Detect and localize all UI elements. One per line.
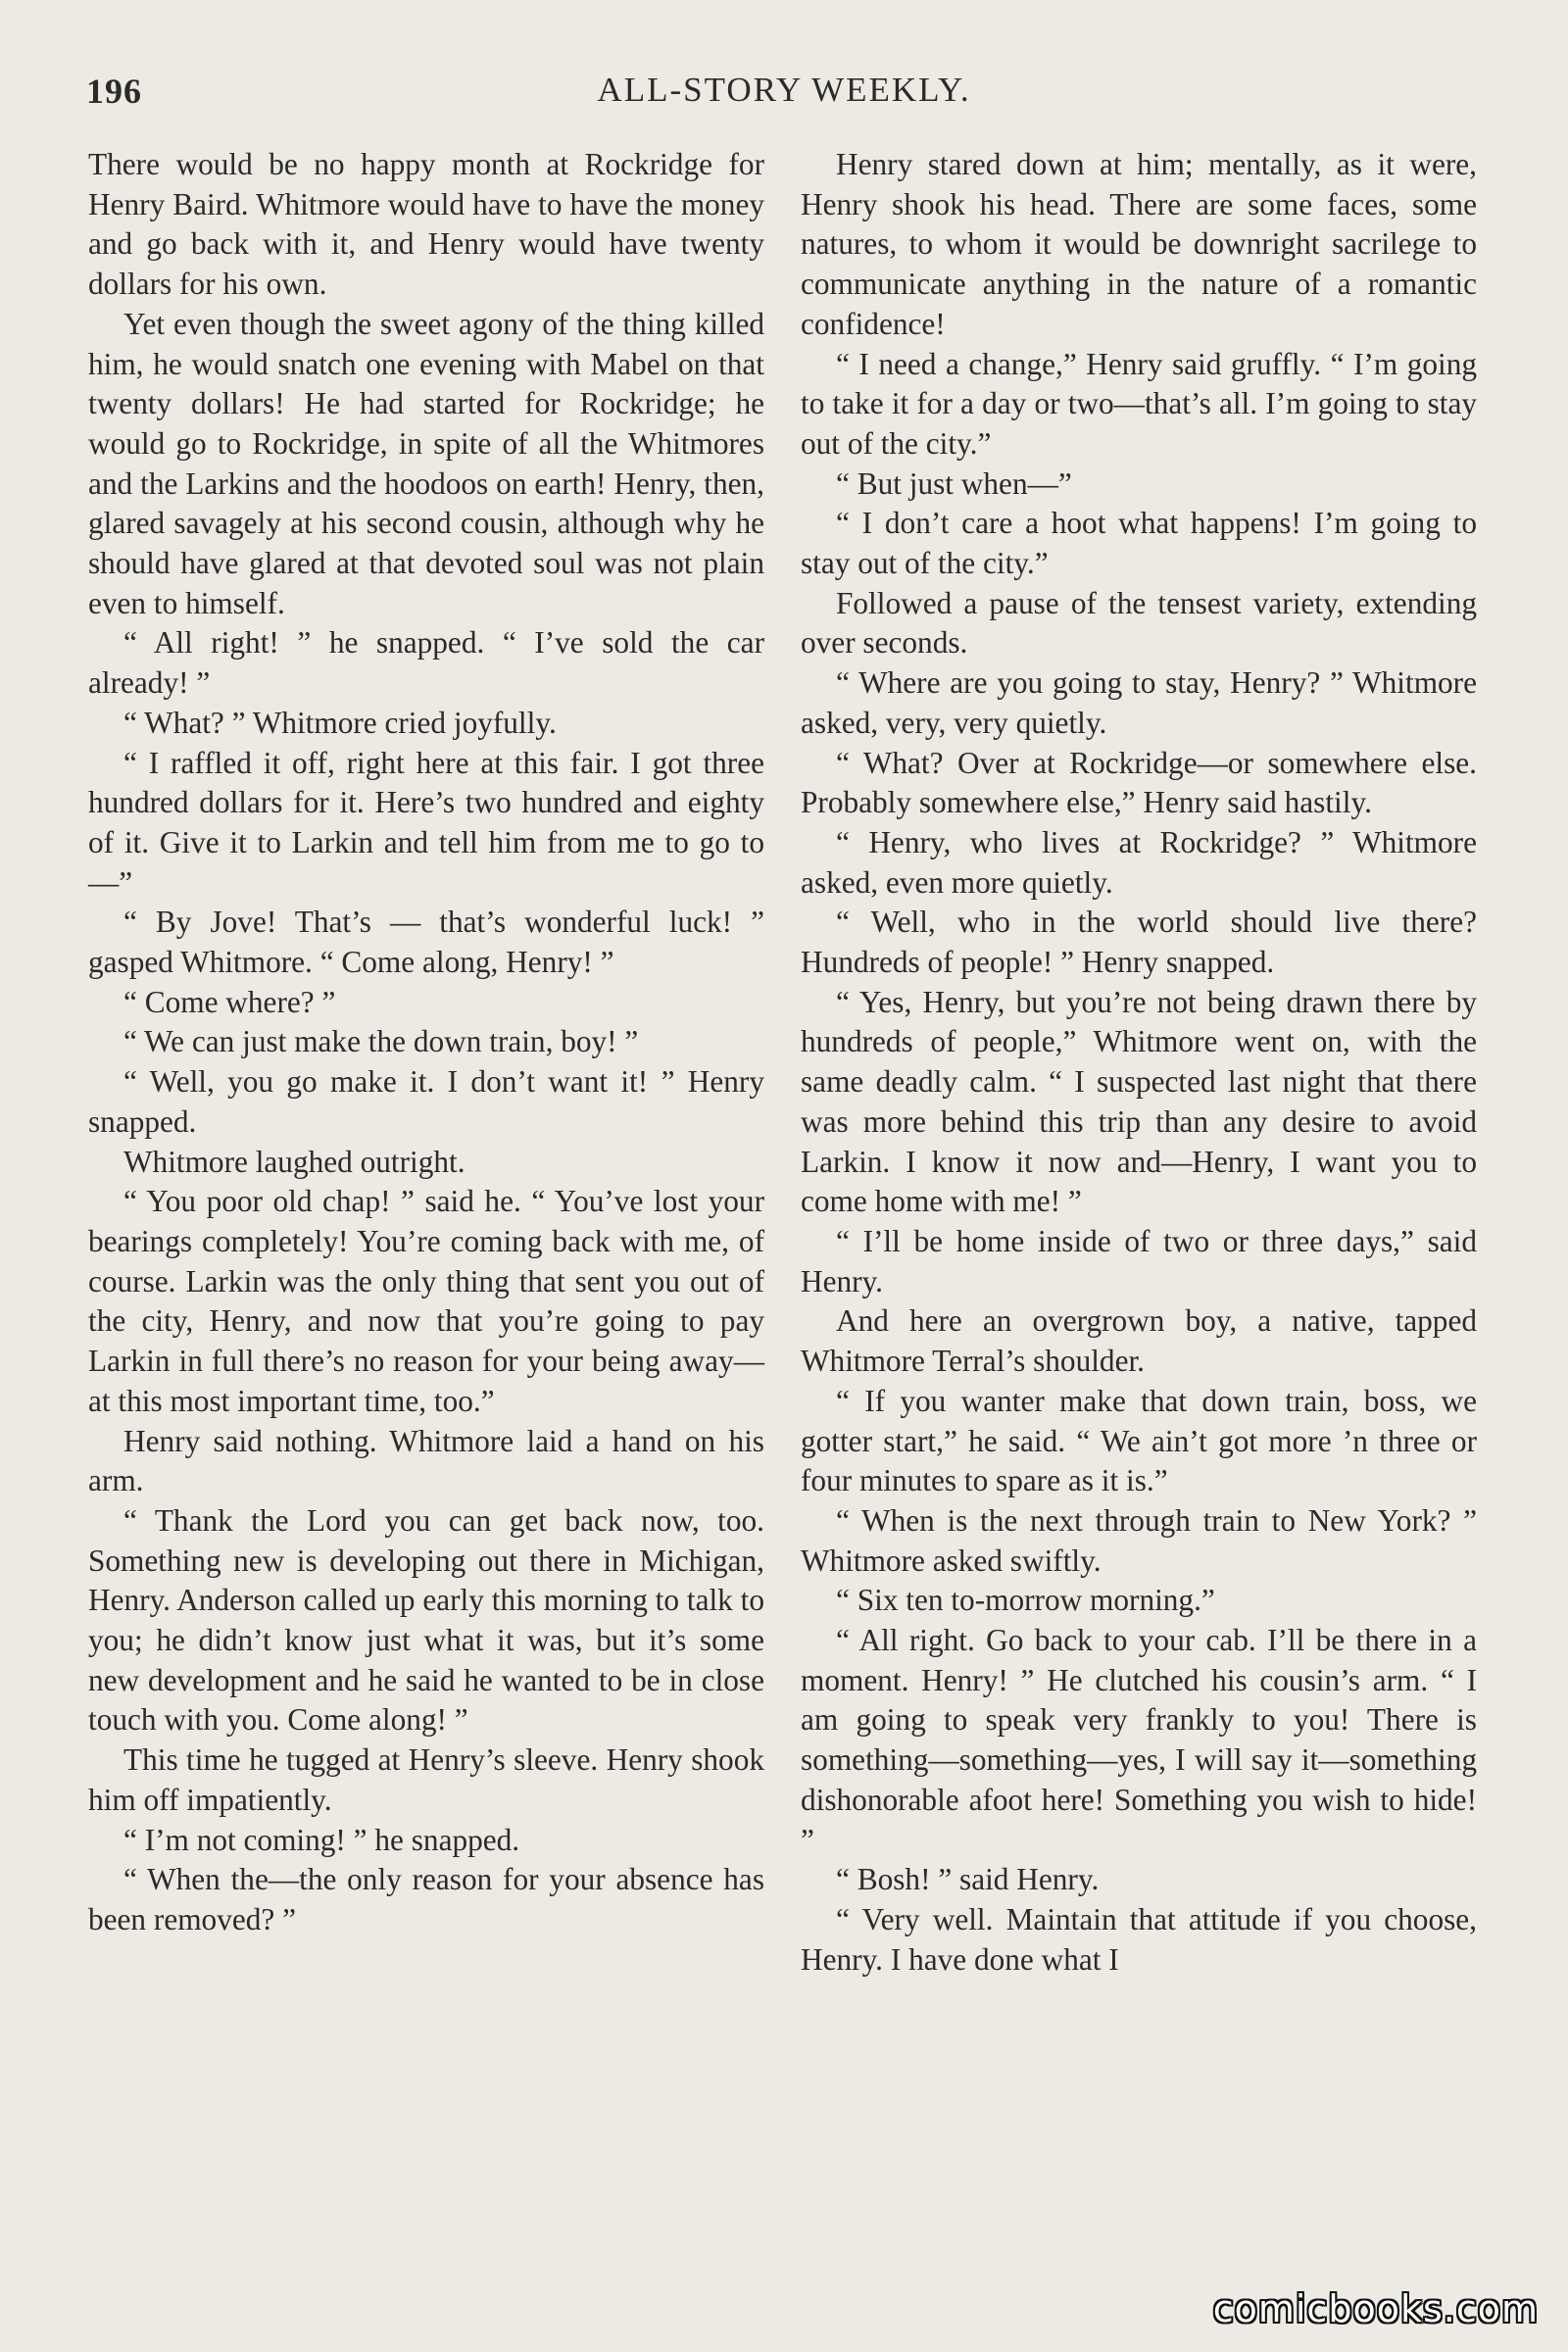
paragraph: “ All right! ” he snapped. “ I’ve sold the car already! ” (88, 625, 764, 701)
right-column (801, 145, 1477, 1980)
paragraph: “ Well, who in the world should live there? Hundreds of people! ” Henry snapped. (801, 905, 1477, 980)
paragraph: “ When the—the only reason for your absence has been removed? ” (88, 1862, 764, 1936)
paragraph: “ I need a change,” Henry said gruffly. “ I’m going to take it for a day or two—that’s all. I’m going to stay out of the city.” (801, 346, 1477, 461)
paragraph: Followed a pause of the tensest variety, extending over seconds. (801, 585, 1477, 661)
paragraph: “ Where are you going to stay, Henry? ” Whitmore asked, very, very quietly. (801, 665, 1477, 740)
paragraph: “ Very well. Maintain that attitude if you choose, Henry. I have done what I (801, 1901, 1477, 1977)
paragraph: “ Well, you go make it. I don’t want it! ” Henry snapped. (88, 1064, 764, 1139)
paragraph: “ Thank the Lord you can get back now, too. Something new is developing out there in Michigan, Henry. Anderson called up early this morning to talk to you; he didn’t know just what it was, but it’s some new development and he said he wanted to be in close touch with you. Come along! ” (88, 1502, 764, 1738)
paragraph: “ I’m not coming! ” he snapped. (123, 1822, 520, 1857)
paragraph: “ You poor old chap! ” said he. “ You’ve lost your bearings completely! You’re coming back with me, of course. Larkin was the only thing that sent you out of the city, Henry, and now that you’re going to pay Larkin in full there’s no reason for your being away—at this most important time, too.” (88, 1184, 764, 1418)
watermark: comicbooks.com (1212, 2287, 1539, 2330)
paragraph: “ Six ten to-morrow morning.” (836, 1583, 1215, 1618)
paragraph: “ We can just make the down train, boy! ” (123, 1024, 639, 1059)
left-column (88, 145, 764, 1940)
page-number: 196 (86, 72, 142, 111)
running-head: ALL-STORY WEEKLY. (597, 71, 971, 109)
paragraph: There would be no happy month at Rockridge for Henry Baird. Whitmore would have to have the money and go back with it, and Henry would have twenty dollars for his own. (88, 147, 764, 302)
paragraph: “ By Jove! That’s — that’s wonderful luck! ” gasped Whitmore. “ Come along, Henry! ” (88, 905, 764, 980)
paragraph: Henry stared down at him; mentally, as it were, Henry shook his head. There are some faces, some natures, to whom it would be downright sacrilege to communicate anything in the nature of a romantic confidence! (801, 147, 1477, 341)
paragraph: “ Yes, Henry, but you’re not being drawn there by hundreds of people,” Whitmore went on, with the same deadly calm. “ I suspected last night that there was more behind this trip than any desire to avoid Larkin. I know it now and—Henry, I want you to come home with me! ” (801, 984, 1477, 1219)
paragraph: “ What? ” Whitmore cried joyfully. (123, 705, 557, 740)
paragraph: This time he tugged at Henry’s sleeve. Henry shook him off impatiently. (88, 1742, 764, 1817)
paragraph: “ I don’t care a hoot what happens! I’m going to stay out of the city.” (801, 506, 1477, 581)
paragraph: “ Come where? ” (123, 984, 336, 1019)
paragraph: “ But just when—” (836, 466, 1072, 501)
paragraph: “ Bosh! ” said Henry. (836, 1862, 1100, 1897)
paragraph: “ If you wanter make that down train, boss, we gotter start,” he said. “ We ain’t got more ’n three or four minutes to spare as it is.” (801, 1383, 1477, 1498)
paragraph: “ What? Over at Rockridge—or somewhere else. Probably somewhere else,” Henry said hastily. (801, 745, 1477, 820)
paragraph: And here an overgrown boy, a native, tapped Whitmore Terral’s shoulder. (801, 1303, 1477, 1379)
paragraph: “ I’ll be home inside of two or three days,” said Henry. (801, 1223, 1477, 1298)
page-header (86, 71, 1482, 120)
paragraph: “ All right. Go back to your cab. I’ll be there in a moment. Henry! ” He clutched his cousin’s arm. “ I am going to speak very frankly to you! There is something—something—yes, I will say it—something dishonorable afoot here! Something you wish to hide! ” (801, 1623, 1477, 1857)
paragraph: Henry said nothing. Whitmore laid a hand on his arm. (88, 1423, 764, 1498)
paragraph: “ When is the next through train to New York? ” Whitmore asked swiftly. (801, 1502, 1477, 1578)
paragraph: Yet even though the sweet agony of the thing killed him, he would snatch one evening with Mabel on that twenty dollars! He had started for Rockridge; he would go to Rockridge, in spite of all the Whitmores and the Larkins and the hoodoos on earth! Henry, then, glared savagely at his second cousin, although why he should have glared at that devoted soul was not plain even to himself. (88, 306, 764, 620)
paragraph: Whitmore laughed outright. (123, 1144, 466, 1179)
paragraph: “ I raffled it off, right here at this fair. I got three hundred dollars for it. Here’s two hundred and eighty of it. Give it to Larkin and tell him from me to go to—” (88, 745, 764, 900)
paragraph: “ Henry, who lives at Rockridge? ” Whitmore asked, even more quietly. (801, 824, 1477, 900)
